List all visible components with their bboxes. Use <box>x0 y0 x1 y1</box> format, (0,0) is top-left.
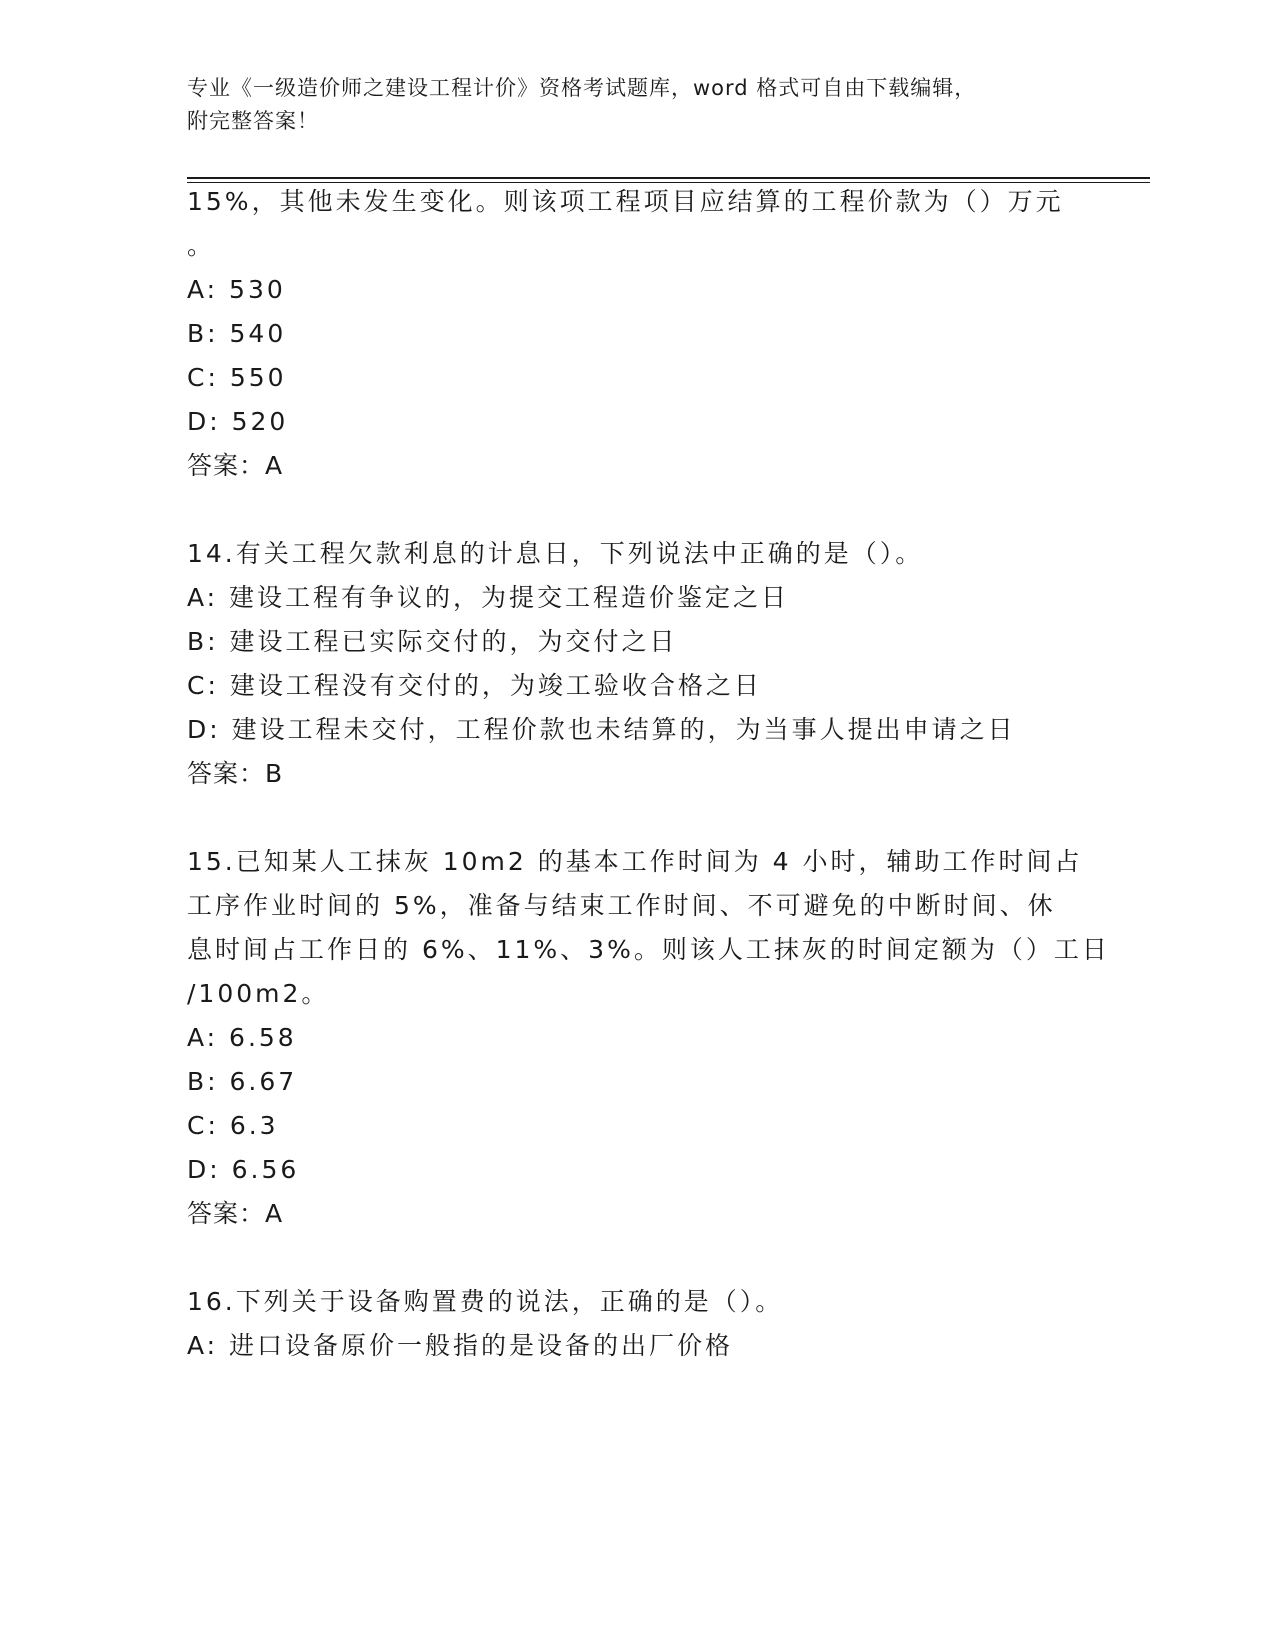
q15-stem-line-4: /100m2。 <box>187 979 330 1008</box>
q15-option-d: D: 6.56 <box>187 1155 300 1184</box>
q15-stem-line-1: 15.已知某人工抹灰 10m2 的基本工作时间为 4 小时，辅助工作时间占 <box>187 847 1083 876</box>
q14-option-a: A: 建设工程有争议的，为提交工程造价鉴定之日 <box>187 583 790 612</box>
q13-answer: 答案：A <box>187 451 284 480</box>
header-line-2: 附完整答案！ <box>187 109 319 133</box>
q15-stem-line-2: 工序作业时间的 5%，准备与结束工作时间、不可避免的中断时间、休 <box>187 891 1056 920</box>
q14-option-d: D: 建设工程未交付，工程价款也未结算的，为当事人提出申请之日 <box>187 715 1016 744</box>
q13-stem-continued: 15%，其他未发生变化。则该项工程项目应结算的工程价款为（）万元 <box>187 187 1064 216</box>
q15-option-a: A: 6.58 <box>187 1023 297 1052</box>
q13-option-d: D: 520 <box>187 407 289 436</box>
q15-option-c: C: 6.3 <box>187 1111 279 1140</box>
document-header <box>187 72 1087 138</box>
header-divider-thick <box>187 177 1150 179</box>
q13-option-c: C: 550 <box>187 363 287 392</box>
q13-option-a: A: 530 <box>187 275 286 304</box>
q15-stem-line-3: 息时间占工作日的 6%、11%、3%。则该人工抹灰的时间定额为（）工日 <box>187 935 1110 964</box>
q16-option-a: A: 进口设备原价一般指的是设备的出厂价格 <box>187 1331 734 1360</box>
q15-option-b: B: 6.67 <box>187 1067 298 1096</box>
q13-option-b: B: 540 <box>187 319 287 348</box>
q16-stem: 16.下列关于设备购置费的说法，正确的是（）。 <box>187 1287 784 1316</box>
q15-answer: 答案：A <box>187 1199 284 1228</box>
header-divider-thin <box>187 182 1150 183</box>
q14-answer: 答案：B <box>187 759 284 788</box>
header-line-1: 专业《一级造价师之建设工程计价》资格考试题库，word 格式可自由下载编辑， <box>187 76 977 100</box>
q13-stem-continued-2: 。 <box>187 231 216 260</box>
q14-option-b: B: 建设工程已实际交付的，为交付之日 <box>187 627 678 656</box>
q14-option-c: C: 建设工程没有交付的，为竣工验收合格之日 <box>187 671 762 700</box>
q14-stem: 14.有关工程欠款利息的计息日，下列说法中正确的是（）。 <box>187 539 924 568</box>
